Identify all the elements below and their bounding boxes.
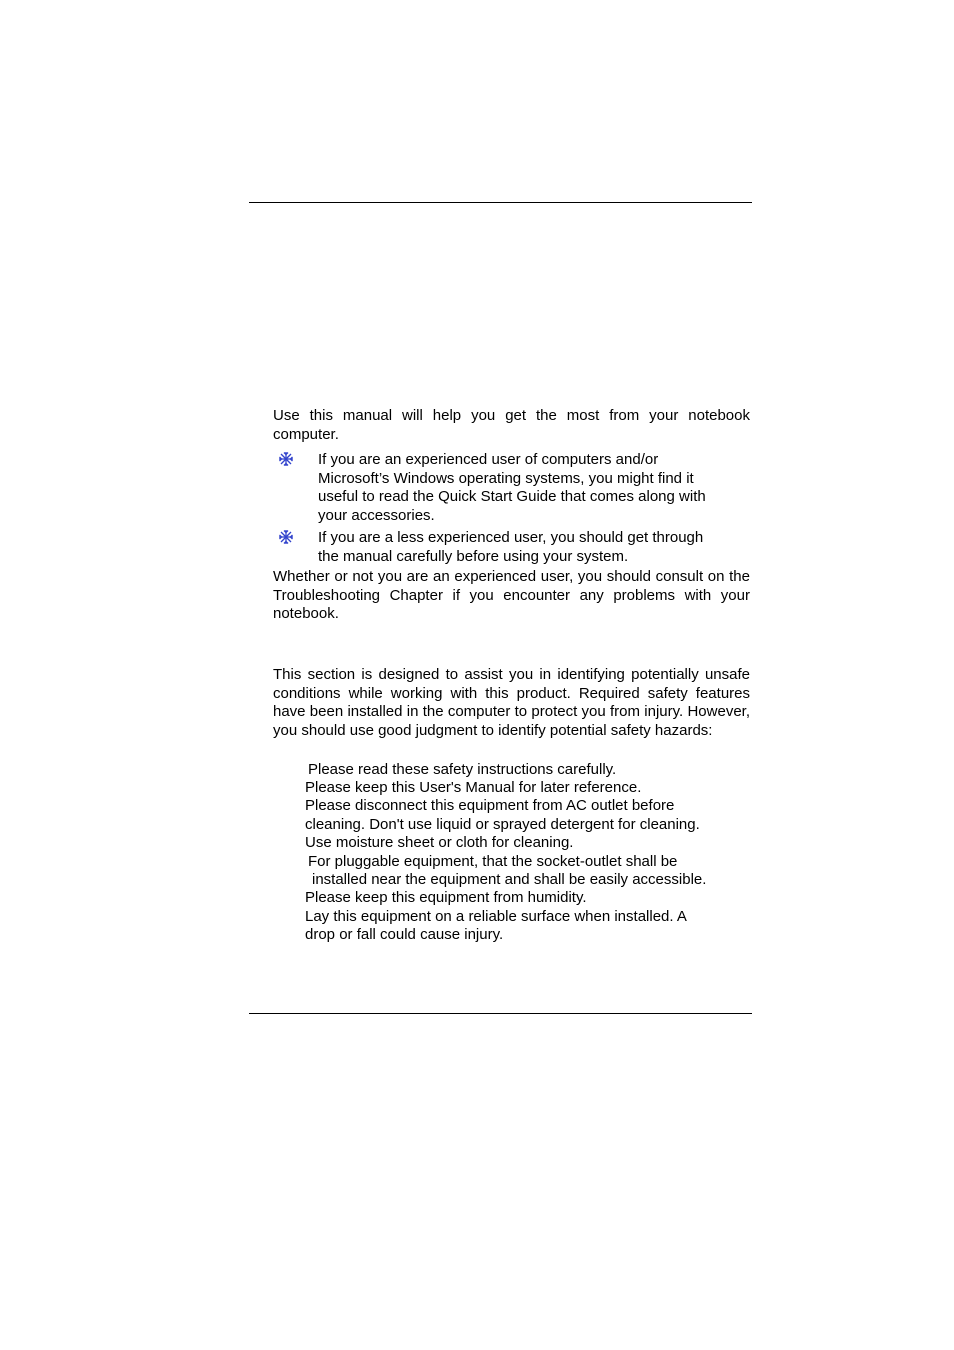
safety-instruction-line: installed near the equipment and shall be easily accessible. bbox=[312, 871, 707, 888]
snowflake-bullet-icon bbox=[278, 451, 294, 467]
safety-instruction-line: cleaning. Don't use liquid or sprayed detergent for cleaning. bbox=[305, 816, 700, 833]
bullet-experienced-user: If you are an experienced user of computers and/or Microsoft’s Windows operating systems, you might find it useful to read the Quick Start Guide that comes along with your accessories. bbox=[318, 451, 706, 524]
header-rule bbox=[249, 202, 752, 203]
consult-paragraph: Whether or not you are an experienced user, you should consult on the Troubleshooting Chapter if you encounter any problems with your notebook. bbox=[273, 568, 750, 622]
safety-instruction-line: For pluggable equipment, that the socket-outlet shall be bbox=[308, 853, 678, 870]
safety-instruction-line: Please keep this equipment from humidity. bbox=[305, 889, 587, 906]
safety-instruction-line: Please read these safety instructions carefully. bbox=[308, 761, 617, 778]
safety-instruction-line: Lay this equipment on a reliable surface when installed. A bbox=[305, 908, 687, 925]
safety-instruction-line: Use moisture sheet or cloth for cleaning. bbox=[305, 834, 574, 851]
safety-intro-paragraph: This section is designed to assist you in identifying potentially unsafe conditions while working with this product. Required safety features have been installed in the computer to protect you from injury. However, you should use good judgment to identify potential safety hazards: bbox=[273, 666, 750, 739]
bullet-less-experienced-user: If you are a less experienced user, you should get through the manual carefully before using your system. bbox=[318, 529, 704, 565]
safety-instruction-line: Please disconnect this equipment from AC outlet before bbox=[305, 797, 675, 814]
safety-instruction-line: Please keep this User's Manual for later reference. bbox=[305, 779, 642, 796]
safety-instruction-line: drop or fall could cause injury. bbox=[305, 926, 504, 943]
snowflake-bullet-icon bbox=[278, 529, 294, 545]
footer-rule bbox=[249, 1013, 752, 1014]
intro-paragraph: Use this manual will help you get the most from your notebook computer. bbox=[273, 407, 750, 443]
